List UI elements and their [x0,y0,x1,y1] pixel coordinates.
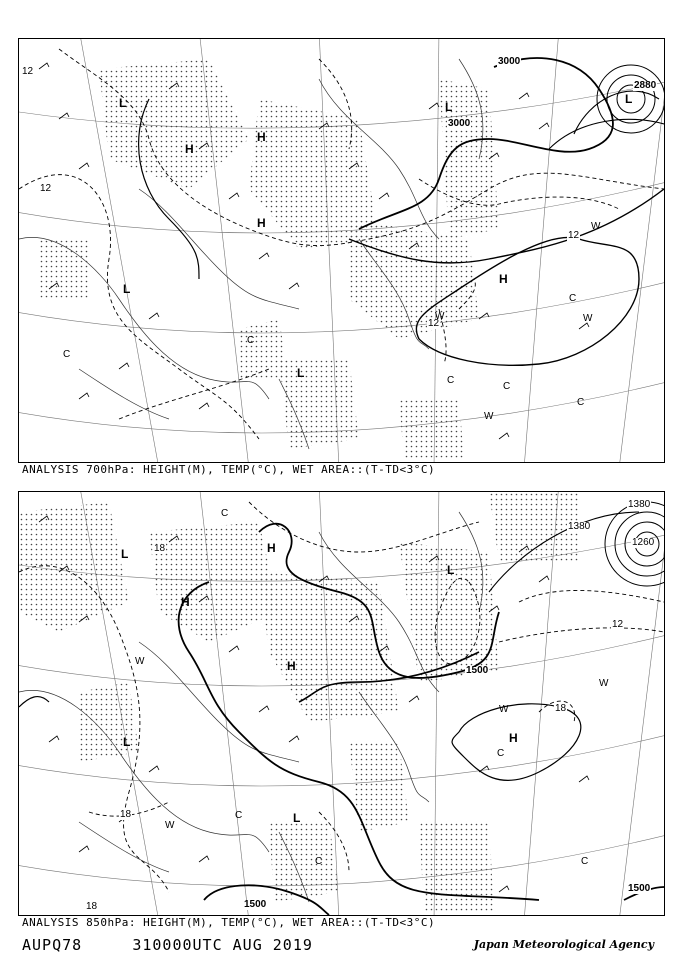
high-center-symbol: H [185,142,194,156]
isotherm-label-18: 18 [154,543,166,554]
low-center-symbol: L [121,547,129,561]
contour-label-2880: 2880 [634,80,657,91]
agency-credit: Japan Meteorological Agency [473,938,654,951]
high-center-symbol: H [181,595,190,609]
caption-850hpa: ANALYSIS 850hPa: HEIGHT(M), TEMP(°C), WET AREA::(T-TD<3°C) [22,916,436,929]
cold-center-symbol: C [221,508,229,519]
isotherm-label-12: 12 [612,619,624,630]
contour-label-1500: 1500 [628,883,651,894]
high-center-symbol: H [267,541,276,555]
low-center-symbol: L [445,100,453,114]
cold-center-symbol: C [569,293,577,304]
contour-label-1500: 1500 [466,665,489,676]
warm-center-symbol: W [484,411,494,422]
chart-code: AUPQ78 [22,936,83,954]
contour-label-1380: 1380 [568,521,591,532]
isotherm-label-12: 12 [428,318,440,329]
contour-label-1500: 1500 [244,899,267,910]
spacer [92,936,122,954]
cold-center-symbol: C [247,335,255,346]
contour-label-3000: 3000 [498,56,521,67]
warm-center-symbol: W [135,656,145,667]
isotherm-label-18: 18 [86,901,98,912]
caption-700hpa: ANALYSIS 700hPa: HEIGHT(M), TEMP(°C), WET AREA::(T-TD<3°C) [22,463,436,476]
cold-center-symbol: C [235,810,243,821]
warm-center-symbol: W [165,820,175,831]
cold-center-symbol: C [315,856,323,867]
high-center-symbol: H [257,130,266,144]
cold-center-symbol: C [581,856,589,867]
valid-time: 310000UTC AUG 2019 [132,936,313,954]
high-center-symbol: H [257,216,266,230]
warm-center-symbol: W [435,311,445,322]
low-center-symbol: L [123,282,131,296]
cold-center-symbol: C [577,397,585,408]
isotherm-label-18: 18 [555,703,567,714]
cold-center-symbol: C [63,349,71,360]
cold-center-symbol: C [503,381,511,392]
map-linework-850hpa [19,492,664,915]
low-center-symbol: L [293,811,301,825]
low-center-symbol: L [119,96,127,110]
map-panel-850hpa [18,491,665,916]
high-center-symbol: H [509,731,518,745]
map-panel-700hpa [18,38,665,463]
high-center-symbol: H [287,659,296,673]
chart-identifier [22,936,313,954]
low-center-symbol: L [625,92,633,106]
high-center-symbol: H [499,272,508,286]
isotherm-label-12: 12 [40,183,52,194]
low-center-symbol: L [123,735,131,749]
low-center-symbol: L [447,563,455,577]
warm-center-symbol: W [599,678,609,689]
map-linework-700hpa [19,39,664,462]
cold-center-symbol: C [447,375,455,386]
warm-center-symbol: W [583,313,593,324]
isotherm-label-18: 18 [120,809,132,820]
contour-label-1380: 1380 [628,499,651,510]
low-center-symbol: L [297,366,305,380]
warm-center-symbol: W [499,704,509,715]
isotherm-label-12: 12 [22,66,34,77]
isotherm-label-12: 12 [568,230,580,241]
warm-center-symbol: W [591,221,601,232]
contour-label-1260: 1260 [632,537,655,548]
cold-center-symbol: C [497,748,505,759]
contour-label-3000: 3000 [448,118,471,129]
